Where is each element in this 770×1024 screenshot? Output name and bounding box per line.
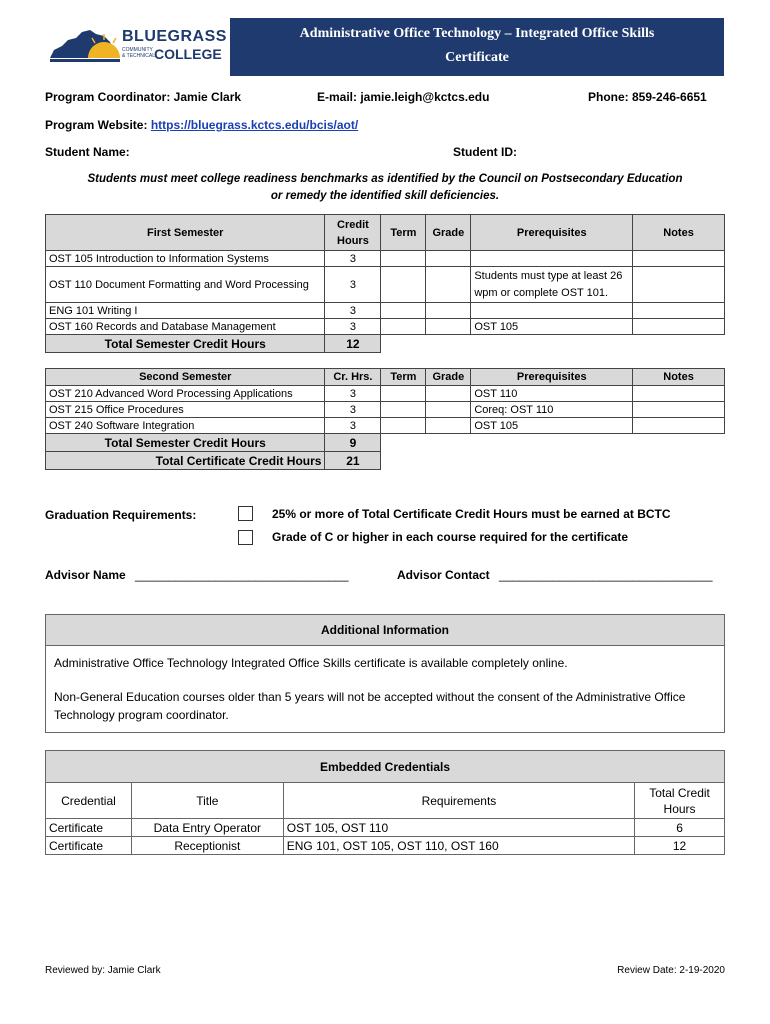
document-title xyxy=(230,18,724,76)
logo-text-sub: COMMUNITY & TECHNICAL xyxy=(122,47,155,59)
col-notes: Notes xyxy=(633,369,725,386)
advisor-name-field[interactable]: Advisor Name ________________________________ xyxy=(45,568,349,582)
table-row: OST 210 Advanced Word Processing Applications 3 OST 110 xyxy=(46,386,725,402)
additional-info-title: Additional Information xyxy=(46,615,724,646)
readiness-notice: Students must meet college readiness benchmarks as identified by the Council on Postsecondary Education or remedy the identified skill deficiencies. xyxy=(87,173,683,202)
coordinator-email: E-mail: jamie.leigh@kctcs.edu xyxy=(317,90,490,104)
col-grade: Grade xyxy=(426,215,471,251)
website-label: Program Website: xyxy=(45,118,148,132)
credentials-header-row: Credential Title Requirements Total Credit Hours xyxy=(46,783,725,819)
coordinator-phone: Phone: 859-246-6651 xyxy=(588,90,707,104)
semester-total-row: Total Semester Credit Hours 12 xyxy=(46,335,725,353)
table-row: Certificate Data Entry Operator OST 105, OST 110 6 xyxy=(46,819,725,837)
graduation-requirements-label: Graduation Requirements: xyxy=(45,508,197,522)
col-term: Term xyxy=(381,369,426,386)
table-row: OST 240 Software Integration 3 OST 105 xyxy=(46,418,725,434)
program-website xyxy=(45,118,358,132)
table-row: OST 110 Document Formatting and Word Processing 3 Students must type at least 26 wpm or complete OST 101. xyxy=(46,267,725,303)
col-prerequisites: Prerequisites xyxy=(471,369,633,386)
table-row: OST 215 Office Procedures 3 Coreq: OST 110 xyxy=(46,402,725,418)
reviewed-by: Reviewed by: Jamie Clark xyxy=(45,965,161,976)
table-header-row xyxy=(46,369,725,386)
table-row: OST 105 Introduction to Information Systems 3 xyxy=(46,251,725,267)
table-row: ENG 101 Writing I 3 xyxy=(46,303,725,319)
requirement-1-text: 25% or more of Total Certificate Credit Hours must be earned at BCTC xyxy=(272,507,671,521)
col-second-semester: Second Semester xyxy=(46,369,325,386)
col-notes: Notes xyxy=(633,215,725,251)
title-line-1: Administrative Office Technology – Integrated Office Skills xyxy=(299,26,655,41)
requirement-2-text: Grade of C or higher in each course required for the certificate xyxy=(272,530,629,544)
prereq-cell: Students must type at least 26 wpm or complete OST 101. xyxy=(471,267,633,303)
info-paragraph-2: Non-General Education courses older than 5 years will not be accepted without the consent of the Administrative Office Technology program coordinator. xyxy=(54,690,686,722)
title-line-2: Certificate xyxy=(445,50,509,65)
requirement-checkbox-1[interactable] xyxy=(238,506,253,521)
embedded-credentials-table xyxy=(45,750,725,855)
col-grade: Grade xyxy=(426,369,471,386)
student-name-label: Student Name: xyxy=(45,145,130,159)
table-header-row xyxy=(46,215,725,251)
college-logo xyxy=(48,24,227,66)
logo-text-main: BLUEGRASS xyxy=(122,28,227,45)
review-date: Review Date: 2-19-2020 xyxy=(617,965,725,976)
col-term: Term xyxy=(381,215,426,251)
semester-total-row: Total Semester Credit Hours 9 xyxy=(46,434,725,452)
first-semester-table xyxy=(45,214,725,353)
website-link[interactable]: https://bluegrass.kctcs.edu/bcis/aot/ xyxy=(150,118,359,132)
credentials-title-row: Embedded Credentials xyxy=(46,751,725,783)
student-id-label: Student ID: xyxy=(453,145,517,159)
col-credit-hours: Credit Hours xyxy=(325,215,381,251)
second-semester-table xyxy=(45,368,725,470)
logo-text-college: COLLEGE xyxy=(154,46,222,62)
col-first-semester: First Semester xyxy=(46,215,325,251)
info-paragraph-1: Administrative Office Technology Integrated Office Skills certificate is available completely online. xyxy=(54,656,568,670)
additional-information-box xyxy=(45,614,725,733)
col-prerequisites: Prerequisites xyxy=(471,215,633,251)
requirement-checkbox-2[interactable] xyxy=(238,530,253,545)
certificate-total-row: Total Certificate Credit Hours 21 xyxy=(46,452,725,470)
table-row: Certificate Receptionist ENG 101, OST 105, OST 110, OST 160 12 xyxy=(46,837,725,855)
program-coordinator: Program Coordinator: Jamie Clark xyxy=(45,90,242,104)
col-cr-hrs: Cr. Hrs. xyxy=(325,369,381,386)
table-row: OST 160 Records and Database Management 3 OST 105 xyxy=(46,319,725,335)
advisor-contact-field[interactable]: Advisor Contact ________________________________ xyxy=(397,568,713,582)
